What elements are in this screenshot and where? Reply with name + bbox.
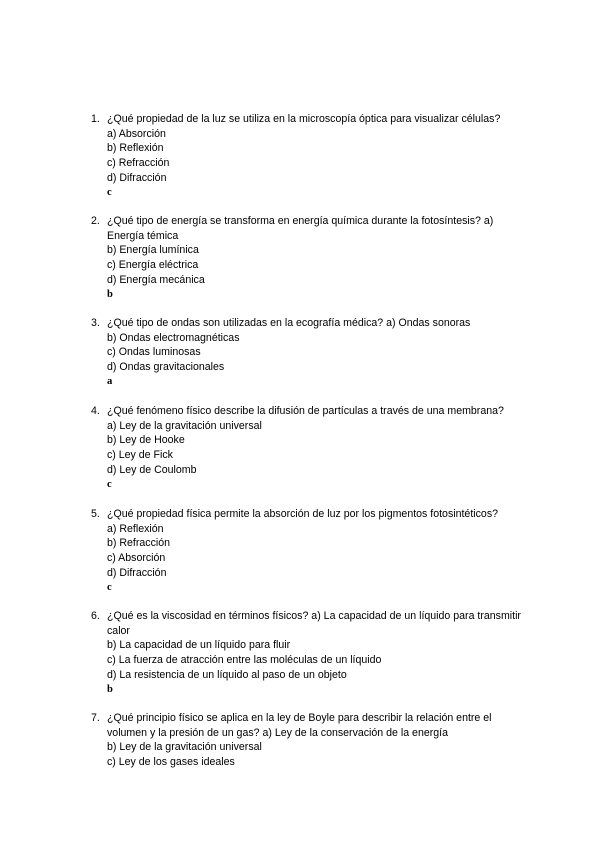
question-text: ¿Qué tipo de energía se transforma en energía química durante la fotosíntesis? a) Energía témica [107,215,494,242]
answer-key: a [107,375,113,387]
option-b: b) Energía lumínica [107,244,199,257]
option-c: c) Ley de los gases ideales [107,756,235,769]
question-number: 2. [91,215,100,227]
option-d: d) Difracción [107,171,167,184]
question-4 [91,404,531,492]
question-number: 5. [91,508,100,520]
question-number: 7. [91,712,100,724]
option-d: d) Energía mecánica [107,273,205,286]
answer-key: c [107,478,112,490]
answer-key: c [107,581,112,593]
option-c: c) La fuerza de atracción entre las moléculas de un líquido [107,654,382,667]
question-text: ¿Qué tipo de ondas son utilizadas en la ecografía médica? a) Ondas sonoras [107,317,471,329]
answer-key: b [107,683,113,695]
question-text: ¿Qué es la viscosidad en términos físicos? a) La capacidad de un líquido para transmitir calor [107,610,521,637]
option-b: b) Refracción [107,537,170,550]
question-1 [91,112,531,200]
option-d: d) La resistencia de un líquido al paso de un objeto [107,668,347,681]
option-b: b) Ondas electromagnéticas [107,331,240,344]
option-d: d) Ondas gravitacionales [107,361,225,374]
option-c: c) Ondas luminosas [107,346,201,359]
option-a: a) Absorción [107,127,166,140]
option-c: c) Absorción [107,552,166,565]
answer-key: b [107,288,113,300]
option-b: b) Ley de la gravitación universal [107,741,262,754]
question-number: 1. [91,113,100,125]
option-a: a) Reflexión [107,522,164,535]
question-3 [91,316,531,390]
question-number: 4. [91,405,100,417]
option-d: d) Difracción [107,566,167,579]
question-2 [91,214,531,302]
option-b: b) Reflexión [107,142,164,155]
question-6 [91,609,531,697]
question-text: ¿Qué propiedad física permite la absorción de luz por los pigmentos fotosintéticos? [107,508,499,520]
option-b: b) Ley de Hooke [107,434,185,447]
option-c: c) Refracción [107,157,170,170]
option-d: d) Ley de Coulomb [107,463,197,476]
question-number: 6. [91,610,100,622]
question-text: ¿Qué fenómeno físico describe la difusión de partículas a través de una membrana? [107,405,504,417]
answer-key: c [107,186,112,198]
question-text: ¿Qué propiedad de la luz se utiliza en la microscopía óptica para visualizar células? [107,113,501,125]
option-a: a) Ley de la gravitación universal [107,419,262,432]
option-c: c) Ley de Fick [107,449,173,462]
option-b: b) La capacidad de un líquido para fluir [107,639,291,652]
question-text: ¿Qué principio físico se aplica en la ley de Boyle para describir la relación entre el volumen y la presión de un gas? a) Ley de la conservación de la energía [107,712,492,739]
option-c: c) Energía eléctrica [107,259,199,272]
question-5 [91,507,531,595]
question-number: 3. [91,317,100,329]
question-7 [91,711,531,770]
